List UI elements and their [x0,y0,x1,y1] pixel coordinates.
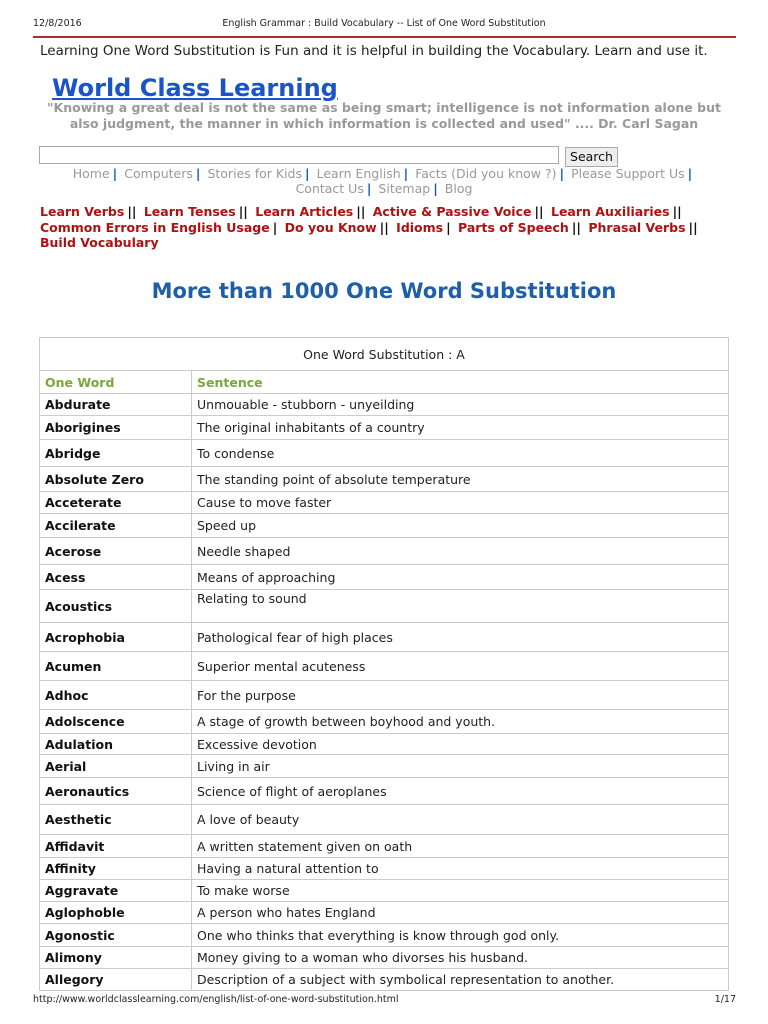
nav-link-stories-for-kids[interactable]: Stories for Kids [207,166,303,181]
topic-link[interactable]: Build Vocabulary [40,235,159,250]
table-row [40,902,729,924]
nav-link-learn-english[interactable]: Learn English [316,166,401,181]
topic-link[interactable]: Active & Passive Voice [372,204,532,219]
table-row [40,858,729,880]
sentence-cell: To condense [192,440,729,467]
print-page-number: 1/17 [714,994,736,1005]
sentence-cell: Science of flight of aeroplanes [192,778,729,805]
topic-link[interactable]: Learn Articles [255,204,354,219]
word-cell: Adhoc [40,681,192,710]
table-row [40,652,729,681]
table-row [40,734,729,755]
sentence-cell: One who thinks that everything is know through god only. [192,924,729,947]
table-row [40,394,729,416]
column-header-sentence: Sentence [192,371,729,394]
intro-text: Learning One Word Substitution is Fun and it is helpful in building the Vocabulary. Learn and use it. [40,43,708,59]
word-cell: Acess [40,565,192,590]
word-cell: Aglophoble [40,902,192,924]
table-row [40,947,729,969]
word-cell: Absolute Zero [40,467,192,492]
sentence-cell: The original inhabitants of a country [192,416,729,440]
sentence-cell: A stage of growth between boyhood and youth. [192,710,729,734]
sentence-cell: The standing point of absolute temperature [192,467,729,492]
word-cell: Aesthetic [40,805,192,835]
one-word-table [39,337,729,991]
topic-links: Learn Verbs || Learn Tenses || Learn Articles || Active & Passive Voice || Learn Auxiliaries || Common Errors in English Usage | Do you Know || Idioms | Parts of Speech || Phrasal Verbs || Build Vocabulary [40,204,698,250]
table-row [40,514,729,538]
sentence-cell: Speed up [192,514,729,538]
topic-link[interactable]: Learn Verbs [40,204,125,219]
header-divider [33,36,736,38]
print-url: http://www.worldclasslearning.com/english/list-of-one-word-substitution.html [33,994,399,1005]
sentence-cell: Needle shaped [192,538,729,565]
nav-link-blog[interactable]: Blog [444,181,473,196]
table-row [40,924,729,947]
sentence-cell: Cause to move faster [192,492,729,514]
word-cell: Alimony [40,947,192,969]
quote-text: "Knowing a great deal is not the same as being smart; intelligence is not information alone but also judgment, the manner in which information is collected and used" .... Dr. Carl Sagan [47,100,721,131]
word-cell: Accilerate [40,514,192,538]
table-caption: One Word Substitution : A [40,338,729,371]
page-title: More than 1000 One Word Substitution [151,279,617,303]
table-row [40,778,729,805]
sentence-cell: Excessive devotion [192,734,729,755]
word-cell: Affidavit [40,835,192,858]
topic-link[interactable]: Parts of Speech [458,219,569,235]
sentence-cell: A person who hates England [192,902,729,924]
table-row [40,416,729,440]
table-row [40,565,729,590]
print-date: 12/8/2016 [33,18,82,29]
word-cell: Agonostic [40,924,192,947]
sentence-cell: Money giving to a woman who divorses his husband. [192,947,729,969]
table-row [40,835,729,858]
word-cell: Aerial [40,755,192,778]
nav-link-home[interactable]: Home [72,166,110,181]
column-header-one-word: One Word [40,371,192,394]
table-row [40,710,729,734]
topic-link[interactable]: Common Errors in English Usage [40,219,270,235]
table-row [40,440,729,467]
word-cell: Acumen [40,652,192,681]
word-cell: Adolscence [40,710,192,734]
table-row [40,805,729,835]
sentence-cell: Pathological fear of high places [192,623,729,652]
table-row [40,467,729,492]
word-cell: Abridge [40,440,192,467]
search-input[interactable] [39,146,559,164]
word-cell: Acoustics [40,590,192,623]
word-cell: Aeronautics [40,778,192,805]
word-cell: Adulation [40,734,192,755]
topic-link[interactable]: Learn Auxiliaries [550,204,670,219]
top-nav: Home | Computers | Stories for Kids | Learn English | Facts (Did you know ?) | Please Support Us | Contact Us | Sitemap | Blog [72,166,693,196]
table-row [40,538,729,565]
table-header-row [40,371,729,394]
table-row [40,969,729,991]
nav-link-facts[interactable]: Facts (Did you know ?) [415,166,557,181]
print-header [0,0,768,30]
table-row [40,623,729,652]
topic-link[interactable]: Phrasal Verbs [588,219,686,235]
table-caption-row [40,338,729,371]
table-row [40,880,729,902]
word-cell: Acerose [40,538,192,565]
search-button[interactable]: Search [565,147,618,167]
word-cell: Acrophobia [40,623,192,652]
nav-link-sitemap[interactable]: Sitemap [378,181,431,196]
word-cell: Aggravate [40,880,192,902]
table-row [40,755,729,778]
sentence-cell: For the purpose [192,681,729,710]
topic-link[interactable]: Do you Know [284,219,377,235]
word-cell: Acceterate [40,492,192,514]
sentence-cell: Superior mental acuteness [192,652,729,681]
word-cell: Allegory [40,969,192,991]
table-row [40,492,729,514]
topic-link[interactable]: Idioms [396,219,444,235]
word-cell: Affinity [40,858,192,880]
nav-link-support[interactable]: Please Support Us [571,166,685,181]
sentence-cell: Relating to sound [192,590,729,623]
sentence-cell: To make worse [192,880,729,902]
sentence-cell: Unmouable - stubborn - unyeilding [192,394,729,416]
word-cell: Abdurate [40,394,192,416]
topic-link[interactable]: Learn Tenses [143,204,236,219]
table-row [40,681,729,710]
sentence-cell: Having a natural attention to [192,858,729,880]
sentence-cell: Means of approaching [192,565,729,590]
site-title-link[interactable]: World Class Learning [52,74,338,102]
print-page-title: English Grammar : Build Vocabulary -- List of One Word Substitution [222,18,546,29]
nav-link-computers[interactable]: Computers [124,166,193,181]
table-row [40,590,729,623]
sentence-cell: Living in air [192,755,729,778]
sentence-cell: Description of a subject with symbolical representation to another. [192,969,729,991]
sentence-cell: A written statement given on oath [192,835,729,858]
word-cell: Aborigines [40,416,192,440]
sentence-cell: A love of beauty [192,805,729,835]
nav-link-contact[interactable]: Contact Us [295,181,364,196]
